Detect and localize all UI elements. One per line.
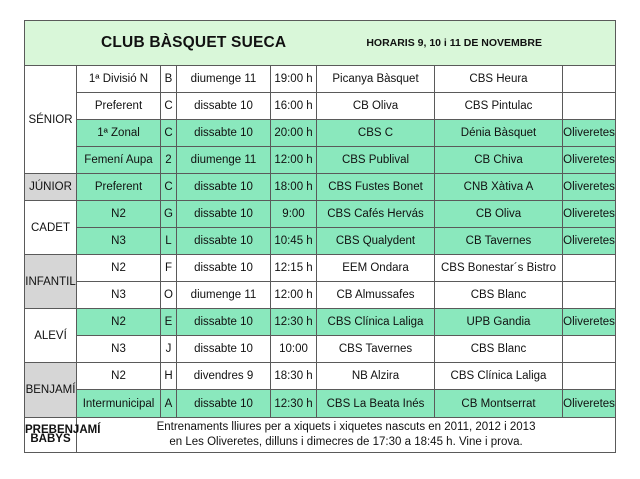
home-team-cell: CBS Publival <box>317 147 435 174</box>
time-cell: 9:00 <box>271 201 317 228</box>
away-team-cell: UPB Gandia <box>435 309 563 336</box>
time-cell: 20:00 h <box>271 120 317 147</box>
group-cell: C <box>161 120 177 147</box>
title-row <box>25 21 616 66</box>
away-team-cell: Dénia Bàsquet <box>435 120 563 147</box>
table-row <box>25 120 616 147</box>
group-cell: 2 <box>161 147 177 174</box>
group-cell: L <box>161 228 177 255</box>
club-title: CLUB BÀSQUET SUECA <box>101 34 287 51</box>
team-cell: N2 <box>77 309 161 336</box>
home-team-cell: CBS Cafés Hervás <box>317 201 435 228</box>
home-team-cell: CBS Qualydent <box>317 228 435 255</box>
day-cell: diumenge 11 <box>177 282 271 309</box>
table-row <box>25 255 616 282</box>
team-cell: N3 <box>77 336 161 363</box>
table-row <box>25 147 616 174</box>
table-row <box>25 66 616 93</box>
team-cell: N3 <box>77 282 161 309</box>
home-team-cell: CBS Tavernes <box>317 336 435 363</box>
away-team-cell: CBS Blanc <box>435 282 563 309</box>
venue-cell: Oliveretes <box>563 174 616 201</box>
venue-cell: Oliveretes <box>563 309 616 336</box>
prebenjami-category-cell <box>25 418 101 453</box>
group-cell: A <box>161 390 177 418</box>
category-cell: CADET <box>25 201 77 255</box>
away-team-cell: CBS Heura <box>435 66 563 93</box>
category-cell: ALEVÍ <box>25 309 77 363</box>
schedule-dates: HORARIS 9, 10 i 11 DE NOVEMBRE <box>366 37 542 49</box>
away-team-cell: CB Montserrat <box>435 390 563 418</box>
time-cell: 12:00 h <box>271 147 317 174</box>
table-row <box>25 174 616 201</box>
venue-cell <box>563 93 616 120</box>
schedule-sheet <box>24 20 615 466</box>
home-team-cell: CBS La Beata Inés <box>317 390 435 418</box>
team-cell: N3 <box>77 228 161 255</box>
day-cell: dissabte 10 <box>177 228 271 255</box>
table-row <box>25 336 616 363</box>
category-cell: SÉNIOR <box>25 66 77 174</box>
home-team-cell: EEM Ondara <box>317 255 435 282</box>
table-row <box>25 228 616 255</box>
time-cell: 10:45 h <box>271 228 317 255</box>
prebenjami-label: PREBENJAMÍ <box>25 424 101 436</box>
venue-cell: Oliveretes <box>563 201 616 228</box>
day-cell: dissabte 10 <box>177 93 271 120</box>
team-cell: N2 <box>77 255 161 282</box>
group-cell: E <box>161 309 177 336</box>
venue-cell <box>563 282 616 309</box>
team-cell: 1ª Zonal <box>77 120 161 147</box>
venue-cell: Oliveretes <box>563 390 616 418</box>
home-team-cell: CBS Fustes Bonet <box>317 174 435 201</box>
home-team-cell: CBS Clínica Laliga <box>317 309 435 336</box>
table-row <box>25 390 616 418</box>
away-team-cell: CB Chiva <box>435 147 563 174</box>
table-row <box>25 282 616 309</box>
title-cell <box>25 21 616 66</box>
time-cell: 18:00 h <box>271 174 317 201</box>
away-team-cell: CNB Xàtiva A <box>435 174 563 201</box>
training-note <box>77 418 616 453</box>
team-cell: Intermunicipal <box>77 390 161 418</box>
team-cell: Preferent <box>77 174 161 201</box>
time-cell: 12:15 h <box>271 255 317 282</box>
team-cell: N2 <box>77 363 161 390</box>
time-cell: 16:00 h <box>271 93 317 120</box>
day-cell: diumenge 11 <box>177 147 271 174</box>
home-team-cell: CB Almussafes <box>317 282 435 309</box>
venue-cell <box>563 363 616 390</box>
training-note-line2: en Les Oliveretes, dilluns i dimecres de 17:30 a 18:45 h. Vine i prova. <box>169 436 523 448</box>
category-cell: BENJAMÍ <box>25 363 77 418</box>
category-cell: INFANTIL <box>25 255 77 309</box>
group-cell: F <box>161 255 177 282</box>
away-team-cell: CB Tavernes <box>435 228 563 255</box>
schedule-table <box>24 20 616 453</box>
day-cell: dissabte 10 <box>177 255 271 282</box>
away-team-cell: CBS Pintulac <box>435 93 563 120</box>
day-cell: dissabte 10 <box>177 201 271 228</box>
time-cell: 12:30 h <box>271 309 317 336</box>
table-row <box>25 201 616 228</box>
group-cell: J <box>161 336 177 363</box>
team-cell: N2 <box>77 201 161 228</box>
day-cell: dissabte 10 <box>177 174 271 201</box>
venue-cell <box>563 255 616 282</box>
team-cell: 1ª Divisió N <box>77 66 161 93</box>
group-cell: C <box>161 93 177 120</box>
away-team-cell: CBS Clínica Laliga <box>435 363 563 390</box>
home-team-cell: CBS C <box>317 120 435 147</box>
team-cell: Femení Aupa <box>77 147 161 174</box>
team-cell: Preferent <box>77 93 161 120</box>
venue-cell: Oliveretes <box>563 120 616 147</box>
time-cell: 10:00 <box>271 336 317 363</box>
day-cell: divendres 9 <box>177 363 271 390</box>
day-cell: dissabte 10 <box>177 390 271 418</box>
day-cell: dissabte 10 <box>177 120 271 147</box>
babys-label: BABYS <box>30 433 71 445</box>
training-note-line1: Entrenaments lliures per a xiquets i xiquetes nascuts en 2011, 2012 i 2013 <box>156 421 536 433</box>
away-team-cell: CBS Bonestar´s Bistro <box>435 255 563 282</box>
venue-cell <box>563 336 616 363</box>
group-cell: H <box>161 363 177 390</box>
away-team-cell: CBS Blanc <box>435 336 563 363</box>
group-cell: G <box>161 201 177 228</box>
away-team-cell: CB Oliva <box>435 201 563 228</box>
home-team-cell: Picanya Bàsquet <box>317 66 435 93</box>
time-cell: 12:00 h <box>271 282 317 309</box>
footer-row <box>25 418 616 453</box>
category-cell: JÚNIOR <box>25 174 77 201</box>
group-cell: B <box>161 66 177 93</box>
day-cell: dissabte 10 <box>177 336 271 363</box>
table-row <box>25 93 616 120</box>
time-cell: 19:00 h <box>271 66 317 93</box>
group-cell: O <box>161 282 177 309</box>
venue-cell <box>563 66 616 93</box>
day-cell: diumenge 11 <box>177 66 271 93</box>
table-row <box>25 363 616 390</box>
group-cell: C <box>161 174 177 201</box>
day-cell: dissabte 10 <box>177 309 271 336</box>
home-team-cell: CB Oliva <box>317 93 435 120</box>
time-cell: 18:30 h <box>271 363 317 390</box>
time-cell: 12:30 h <box>271 390 317 418</box>
venue-cell: Oliveretes <box>563 147 616 174</box>
home-team-cell: NB Alzira <box>317 363 435 390</box>
venue-cell: Oliveretes <box>563 228 616 255</box>
table-row <box>25 309 616 336</box>
